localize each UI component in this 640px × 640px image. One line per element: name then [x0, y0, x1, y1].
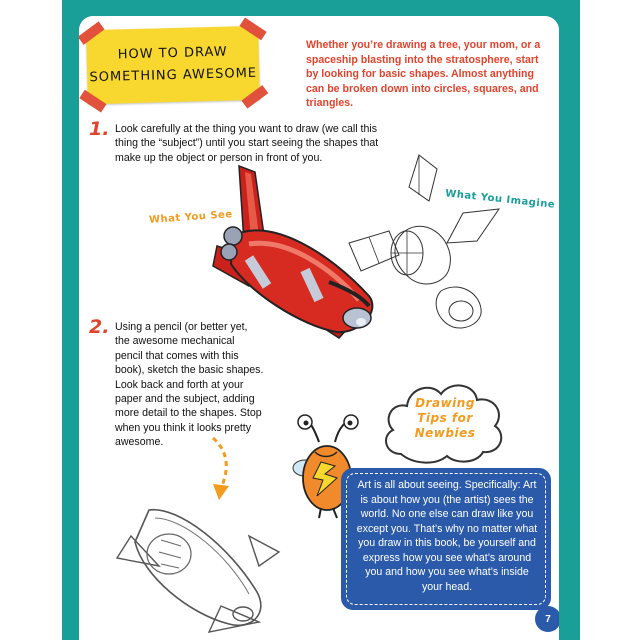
page-number: 7 — [545, 613, 551, 625]
title-line-1: HOW TO DRAW — [117, 44, 228, 63]
tips-heading — [389, 396, 501, 441]
pencil-sketch-spaceship — [109, 496, 289, 636]
book-page — [79, 16, 559, 640]
intro-paragraph: Whether you’re drawing a tree, your mom, or a spaceship blasting into the stratosphere, start by looking for basic shapes. Almost anything can be broken down into circles, squares, and triangles. — [306, 39, 541, 110]
tips-heading-line-3: Newbies — [414, 426, 476, 440]
tips-heading-line-1: Drawing — [415, 396, 475, 410]
tape-top-left — [79, 21, 105, 45]
what-you-imagine-label: What You Imagine — [444, 188, 556, 211]
title-line-2: SOMETHING AWESOME — [89, 65, 258, 86]
step-2-text: Using a pencil (or better yet, the awesome mechanical pencil that comes with this book), sketch the basic shapes. Look back and forth at your paper and the subject, adding more detail to the shapes. Stop when you think it looks pretty awesome. — [115, 321, 264, 449]
tape-bottom-right — [241, 85, 268, 109]
title-card — [86, 26, 260, 104]
step-1-text: Look carefully at the thing you want to draw (we call this thing the “subject”) until you start seeing the shapes that make up the object or person in front of you. — [115, 123, 379, 164]
what-you-see-label: What You See — [148, 209, 234, 226]
wireframe-shapes-illustration — [349, 151, 539, 331]
tape-top-right — [239, 18, 266, 41]
tips-body-text: Art is all about seeing. Specifically: Art is about how you (the artist) sees the world. No one else can draw like you except you. That’s why no matter what you draw in this book, be yourself and express how you see what’s around you and how you see what’s inside your head. — [356, 479, 538, 593]
step-1-number: 1. — [89, 118, 110, 140]
page-number-badge — [535, 606, 559, 632]
tape-bottom-left — [79, 90, 106, 113]
tips-heading-line-2: Tips for — [417, 411, 473, 425]
tips-box — [341, 468, 551, 610]
dashed-arrow-icon — [199, 434, 239, 504]
step-2-number: 2. — [89, 316, 110, 338]
